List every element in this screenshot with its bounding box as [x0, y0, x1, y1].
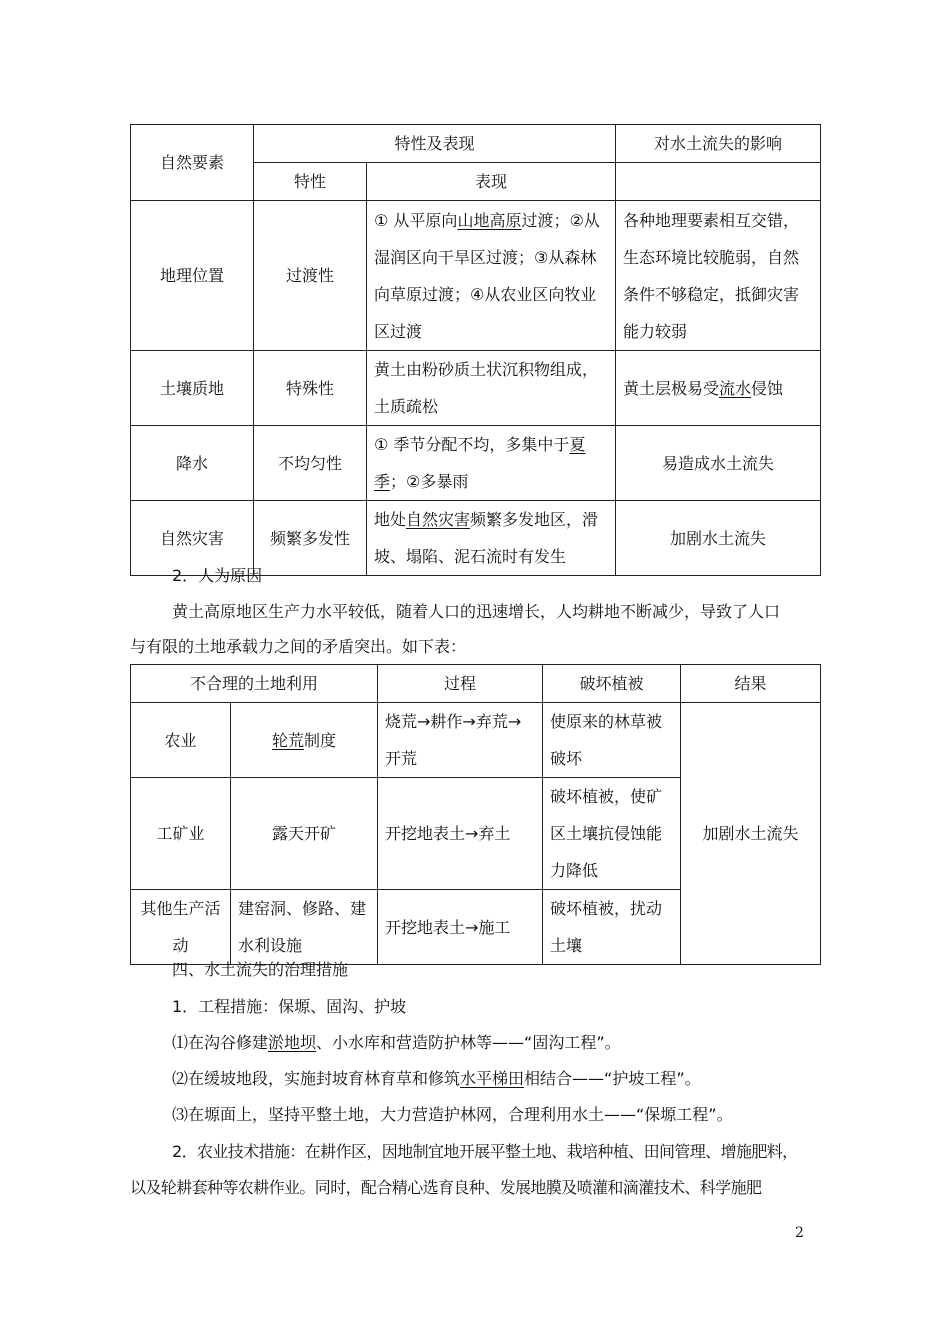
cell-element: 地理位置 — [131, 201, 254, 351]
cell-impact: 加剧水土流失 — [616, 501, 821, 576]
cell-category: 工矿业 — [131, 778, 231, 890]
cell-show: ① 季节分配不均，多集中于夏季；②多暴雨 — [367, 426, 616, 501]
agri-measures-line2: 以及轮耕套种等农耕作业。同时，配合精心选育良种、发展地膜及喷灌和滴灌技术、科学施肥 — [130, 1178, 762, 1197]
cell-element: 土壤质地 — [131, 351, 254, 426]
cell-element: 自然灾害 — [131, 501, 254, 576]
human-causes-heading: 2．人为原因 — [172, 566, 263, 585]
measure-item-2: ⑵在缓坡地段，实施封坡育林育草和修筑水平梯田相结合——“护坡工程”。 — [172, 1069, 701, 1088]
header-damage: 破坏植被 — [543, 665, 681, 703]
cell-category: 农业 — [131, 703, 231, 778]
cell-category: 其他生产活动 — [131, 890, 231, 965]
cell-impact: 黄土层极易受流水侵蚀 — [616, 351, 821, 426]
cell-show: 黄土由粉砂质土状沉积物组成，土质疏松 — [367, 351, 616, 426]
cell-damage: 破坏植被，扰动土壤 — [543, 890, 681, 965]
cell-use: 建窑洞、修路、建水利设施 — [231, 890, 378, 965]
header-impact: 对水土流失的影响 — [616, 125, 821, 163]
cell-process: 开挖地表土→弃土 — [378, 778, 543, 890]
land-use-table — [130, 664, 821, 965]
table-row — [131, 703, 821, 778]
header-impact-empty — [616, 163, 821, 201]
cell-damage: 破坏植被，使矿区土壤抗侵蚀能力降低 — [543, 778, 681, 890]
section4-heading: 四、水土流失的治理措施 — [172, 960, 349, 979]
header-show: 表现 — [367, 163, 616, 201]
cell-show: ① 从平原向山地高原过渡；②从湿润区向干旱区过渡；③从森林向草原过渡；④从农业区向牧业区过渡 — [367, 201, 616, 351]
cell-trait: 过渡性 — [254, 201, 367, 351]
human-causes-line2: 与有限的土地承载力之间的矛盾突出。如下表： — [130, 637, 467, 656]
cell-trait: 不均匀性 — [254, 426, 367, 501]
table-row — [131, 201, 821, 351]
header-traits-group: 特性及表现 — [254, 125, 616, 163]
cell-damage: 使原来的林草被破坏 — [543, 703, 681, 778]
cell-use: 露天开矿 — [231, 778, 378, 890]
header-element: 自然要素 — [131, 125, 254, 201]
cell-element: 降水 — [131, 426, 254, 501]
page-number: 2 — [795, 1225, 804, 1241]
cell-process: 烧荒→耕作→弃荒→开荒 — [378, 703, 543, 778]
header-trait: 特性 — [254, 163, 367, 201]
table-row — [131, 426, 821, 501]
cell-impact: 各种地理要素相互交错，生态环境比较脆弱，自然条件不够稳定，抵御灾害能力较弱 — [616, 201, 821, 351]
header-land-use: 不合理的土地利用 — [131, 665, 378, 703]
natural-factors-table — [130, 124, 821, 576]
cell-process: 开挖地表土→施工 — [378, 890, 543, 965]
cell-trait: 特殊性 — [254, 351, 367, 426]
cell-result: 加剧水土流失 — [681, 703, 821, 965]
measure-item-3: ⑶在塬面上，坚持平整土地，大力营造护林网，合理利用水土——“保塬工程”。 — [172, 1105, 733, 1124]
human-causes-line1: 黄土高原地区生产力水平较低，随着人口的迅速增长，人均耕地不断减少，导致了人口 — [172, 602, 781, 621]
table-row — [131, 351, 821, 426]
header-result: 结果 — [681, 665, 821, 703]
cell-show: 地处自然灾害频繁多发地区，滑坡、塌陷、泥石流时有发生 — [367, 501, 616, 576]
cell-trait: 频繁多发性 — [254, 501, 367, 576]
header-process: 过程 — [378, 665, 543, 703]
cell-impact: 易造成水土流失 — [616, 426, 821, 501]
measure-item-1: ⑴在沟谷修建淤地坝、小水库和营造防护林等——“固沟工程”。 — [172, 1033, 621, 1052]
cell-use: 轮荒制度 — [231, 703, 378, 778]
engineering-measures-title: 1．工程措施：保塬、固沟、护坡 — [172, 997, 407, 1016]
agri-measures-line1: 2．农业技术措施：在耕作区，因地制宜地开展平整土地、栽培种植、田间管理、增施肥料， — [172, 1142, 798, 1161]
